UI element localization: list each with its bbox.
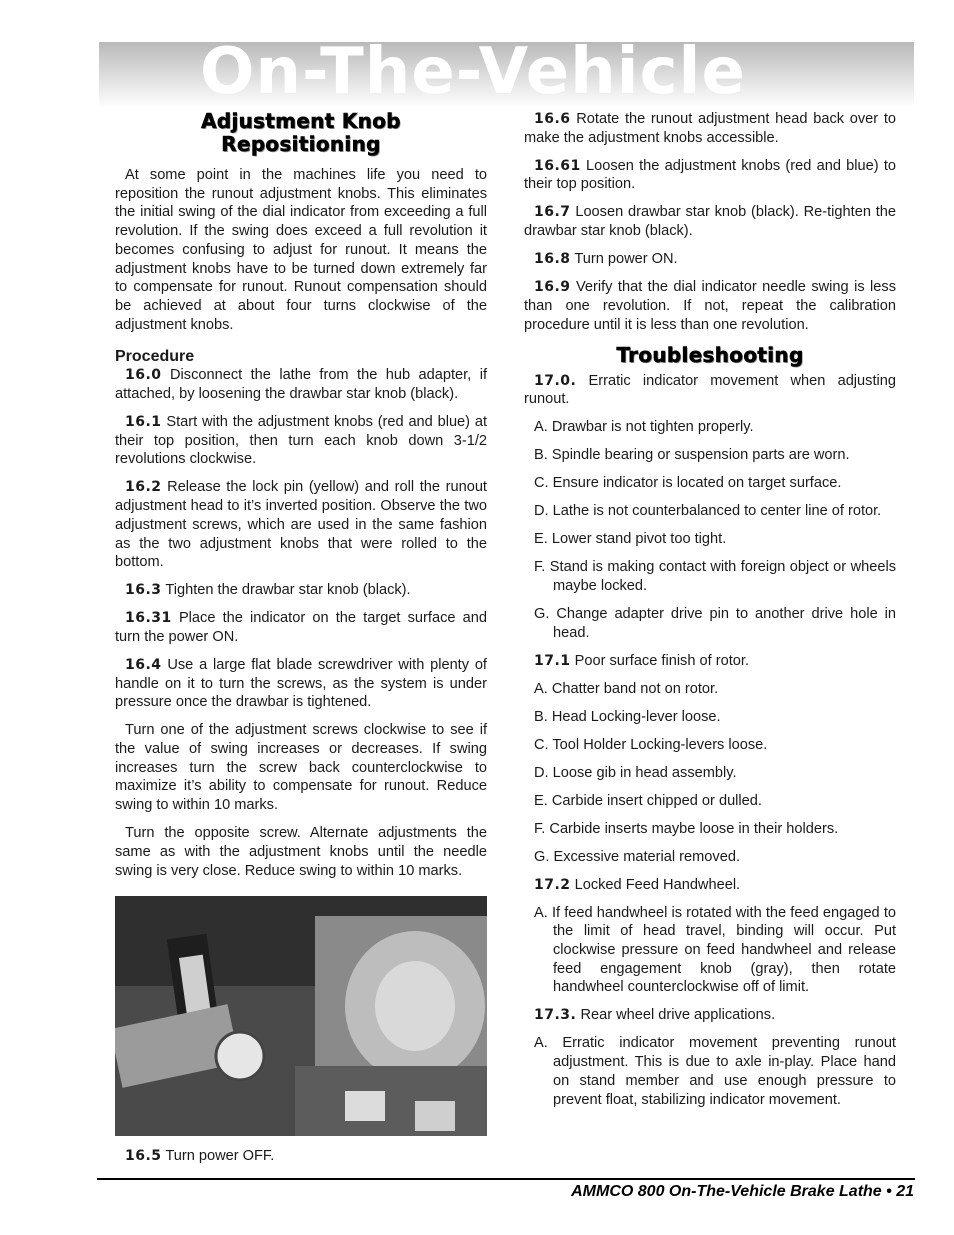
trouble-17-2: 17.2 Locked Feed Handwheel. [534,876,741,893]
step-16-0: 16.0 Disconnect the lathe from the hub adapter, if attached, by loosening the drawbar star knob (black). [115,367,487,403]
section-heading-adjustment: Adjustment Knob Repositioning [201,109,401,156]
left-column [115,110,487,1175]
right-column [524,110,896,1119]
trouble-item: D. Lathe is not counterbalanced to center line of rotor. [534,503,882,520]
page-title: On-The-Vehicle [200,36,746,106]
section-heading-troubleshooting: Troubleshooting [616,342,804,367]
intro-paragraph: At some point in the machines life you need to reposition the runout adjustment knobs. This eliminates the initial swing of the dial indicator from exceeding a full revolution. If the swing does exceed a full revolution it becomes confusing to adjust for runout. It means the adjustment knobs have to be turned down extremely far to compensate for runout. Runout compensation should be achieved at about four turns clockwise of the adjustment knobs. [115,167,487,333]
trouble-item: C. Ensure indicator is located on target surface. [534,475,842,492]
trouble-item: B. Spindle bearing or suspension parts are worn. [534,447,850,464]
trouble-item: A. Drawbar is not tighten properly. [534,419,754,436]
step-16-5: 16.5 Turn power OFF. [125,1148,275,1165]
step-16-3: 16.3 Tighten the drawbar star knob (black). [125,582,411,599]
step-16-7: 16.7 Loosen drawbar star knob (black). Re-tighten the drawbar star knob (black). [524,204,896,240]
footer-rule [97,1178,915,1180]
trouble-item: E. Carbide insert chipped or dulled. [534,792,762,809]
paragraph-adjust-screws: Turn one of the adjustment screws clockwise to see if the value of swing increases or decreases. If swing increases turn the screw back counterclockwise to maximize it’s ability to compensate for runout. Reduce swing to within 10 marks. [115,722,487,814]
trouble-17-3: 17.3. Rear wheel drive applications. [534,1007,776,1024]
lathe-photo [115,896,487,1136]
step-16-8: 16.8 Turn power ON. [534,251,678,268]
trouble-17-0: 17.0. Erratic indicator movement when adjusting runout. [524,372,896,408]
trouble-item: A. Chatter band not on rotor. [534,680,719,697]
step-16-1: 16.1 Start with the adjustment knobs (red and blue) at their top position, then turn each knob down 3-1/2 revolutions clockwise. [115,414,487,468]
page-footer: AMMCO 800 On-The-Vehicle Brake Lathe • 21 [571,1183,914,1200]
header-title-box [100,36,915,106]
trouble-item: E. Lower stand pivot too tight. [534,531,727,548]
trouble-17-1: 17.1 Poor surface finish of rotor. [534,652,750,669]
trouble-item: A. If feed handwheel is rotated with the feed engaged to the limit of head travel, binding will occur. Put clockwise pressure on feed handwheel and release feed engagement knob (gray), then rotate handwheel counterclockwise off of limit. [534,904,896,996]
step-16-9: 16.9 Verify that the dial indicator needle swing is less than one revolution. If not, repeat the calibration procedure until it is less than one revolution. [524,279,896,333]
procedure-heading: Procedure [115,348,195,366]
step-16-61: 16.61 Loosen the adjustment knobs (red and blue) to their top position. [524,157,896,193]
step-16-31: 16.31 Place the indicator on the target surface and turn the power ON. [115,610,487,645]
paragraph-opposite-screw: Turn the opposite screw. Alternate adjustments the same as with the adjustment knobs until the needle swing is very close. Reduce swing to within 10 marks. [115,825,487,879]
trouble-item: G. Change adapter drive pin to another drive hole in head. [534,605,896,641]
trouble-item: F. Carbide inserts maybe loose in their holders. [534,820,839,837]
trouble-item: D. Loose gib in head assembly. [534,764,737,781]
trouble-item: A. Erratic indicator movement preventing runout adjustment. This is due to axle in-play. Place hand on stand member and use enough pressure to prevent float, stabilizing indicator movement. [534,1035,896,1108]
step-16-6: 16.6 Rotate the runout adjustment head back over to make the adjustment knobs accessible. [524,111,896,146]
trouble-item: G. Excessive material removed. [534,848,741,865]
trouble-item: F. Stand is making contact with foreign object or wheels maybe locked. [534,559,896,594]
step-16-4: 16.4 Use a large flat blade screwdriver with plenty of handle on it to turn the screws, as the system is under pressure once the drawbar is tightened. [115,656,487,711]
step-16-2: 16.2 Release the lock pin (yellow) and roll the runout adjustment head to it’s inverted position. Observe the two adjustment screws, which are used in the same fashion as the two adjustment knobs that were rolled to the bottom. [115,479,487,571]
trouble-item: B. Head Locking-lever loose. [534,708,721,725]
trouble-item: C. Tool Holder Locking-levers loose. [534,736,768,753]
